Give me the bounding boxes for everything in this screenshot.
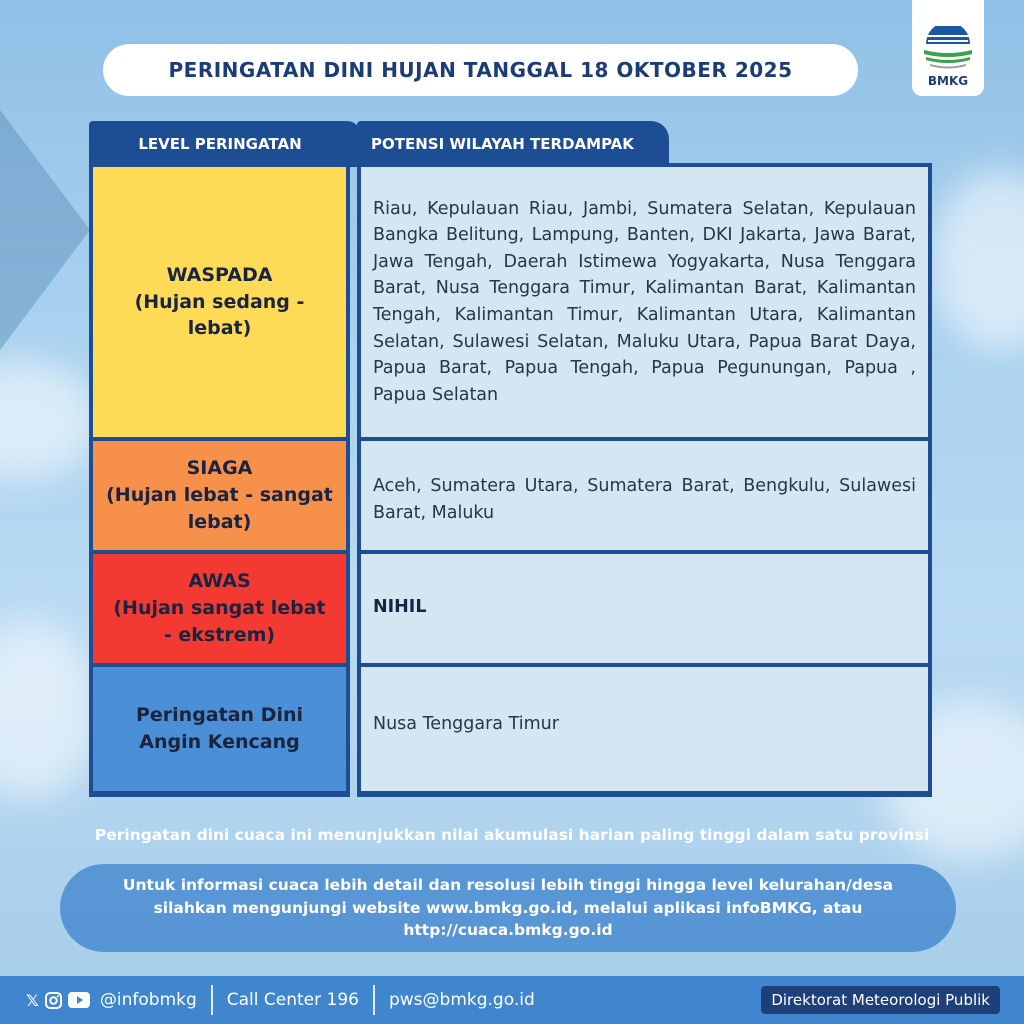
area-siaga	[361, 441, 928, 550]
youtube-icon[interactable]	[68, 992, 90, 1008]
level-siaga-desc: (Hujan lebat - sangat	[106, 484, 333, 507]
contact-email[interactable]: pws@bmkg.go.id	[388, 990, 535, 1010]
area-waspada	[361, 167, 928, 437]
info-box	[60, 864, 956, 952]
area-awas-text: NIHIL	[373, 597, 427, 617]
footer-divider	[211, 985, 213, 1015]
level-awas-name: AWAS	[188, 570, 251, 593]
level-siaga-desc2: lebat)	[187, 510, 252, 533]
social-handle[interactable]: @infobmkg	[99, 990, 197, 1010]
background-cloud	[0, 360, 100, 480]
page-title	[103, 44, 858, 96]
directorate-label: Direktorat Meteorologi Publik	[771, 991, 990, 1009]
level-waspada	[93, 167, 346, 437]
level-awas	[93, 554, 346, 663]
social-icons	[26, 991, 90, 1010]
instagram-icon[interactable]	[45, 992, 62, 1009]
area-waspada-text: Riau, Kepulauan Riau, Jambi, Sumatera Selatan, Kepulauan Bangka Belitung, Lampung, Banten, DKI Jakarta, Jawa Barat, Jawa Tengah, Daerah Istimewa Yogyakarta, Nusa Tenggara Barat, Nusa Tenggara Timur, Kalimantan Barat, Kalimantan Tengah, Kalimantan Timur, Kalimantan Utara, Kalimantan Selatan, Sulawesi Selatan, Maluku Utara, Papua Barat Daya, Papua Barat, Papua Tengah, Papua Pegunungan, Papua , Papua Selatan	[373, 198, 916, 405]
info-line-3[interactable]: http://cuaca.bmkg.go.id	[403, 921, 613, 940]
info-line-1: Untuk informasi cuaca lebih detail dan resolusi lebih tinggi hingga level kelurahan/desa	[122, 876, 894, 895]
level-waspada-desc2: lebat)	[187, 317, 252, 340]
bmkg-logo	[912, 0, 984, 96]
logo-text: BMKG	[927, 74, 969, 88]
footer-divider	[373, 985, 375, 1015]
header-level-label: LEVEL PERINGATAN	[138, 135, 302, 153]
area-column	[357, 163, 932, 797]
level-angin-name: Peringatan Dini	[135, 704, 303, 727]
directorate-badge	[761, 986, 1000, 1014]
header-area-label: POTENSI WILAYAH TERDAMPAK	[371, 135, 634, 153]
background-cloud	[0, 620, 100, 800]
background-cloud	[930, 170, 1024, 350]
header-area	[357, 121, 669, 167]
area-siaga-text: Aceh, Sumatera Utara, Sumatera Barat, Bengkulu, Sulawesi Barat, Maluku	[373, 476, 916, 523]
level-siaga	[93, 441, 346, 550]
level-awas-desc: (Hujan sangat lebat	[113, 597, 326, 620]
level-waspada-desc: (Hujan sedang -	[134, 290, 305, 313]
footer-bar	[0, 976, 1024, 1024]
bmkg-emblem-icon	[922, 26, 974, 70]
background-triangle	[0, 110, 90, 350]
accumulation-note: Peringatan dini cuaca ini menunjukkan nilai akumulasi harian paling tinggi dalam satu provinsi	[94, 826, 930, 844]
level-siaga-name: SIAGA	[186, 457, 253, 480]
x-icon[interactable]: 𝕏	[26, 990, 39, 1010]
header-level	[89, 121, 361, 167]
area-angin-text: Nusa Tenggara Timur	[373, 714, 559, 734]
level-column	[89, 163, 350, 797]
page-title-text: PERINGATAN DINI HUJAN TANGGAL 18 OKTOBER 2025	[168, 58, 793, 82]
level-angin-desc: Angin Kencang	[139, 731, 300, 753]
info-line-2: silahkan mengunjungi website www.bmkg.go.id, melalui aplikasi infoBMKG, atau	[153, 898, 863, 917]
level-waspada-name: WASPADA	[166, 263, 273, 286]
area-awas	[361, 554, 928, 663]
call-center: Call Center 196	[226, 990, 359, 1010]
area-angin-kencang	[361, 667, 928, 791]
level-awas-desc2: - ekstrem)	[163, 623, 276, 646]
level-angin-kencang	[93, 667, 346, 791]
